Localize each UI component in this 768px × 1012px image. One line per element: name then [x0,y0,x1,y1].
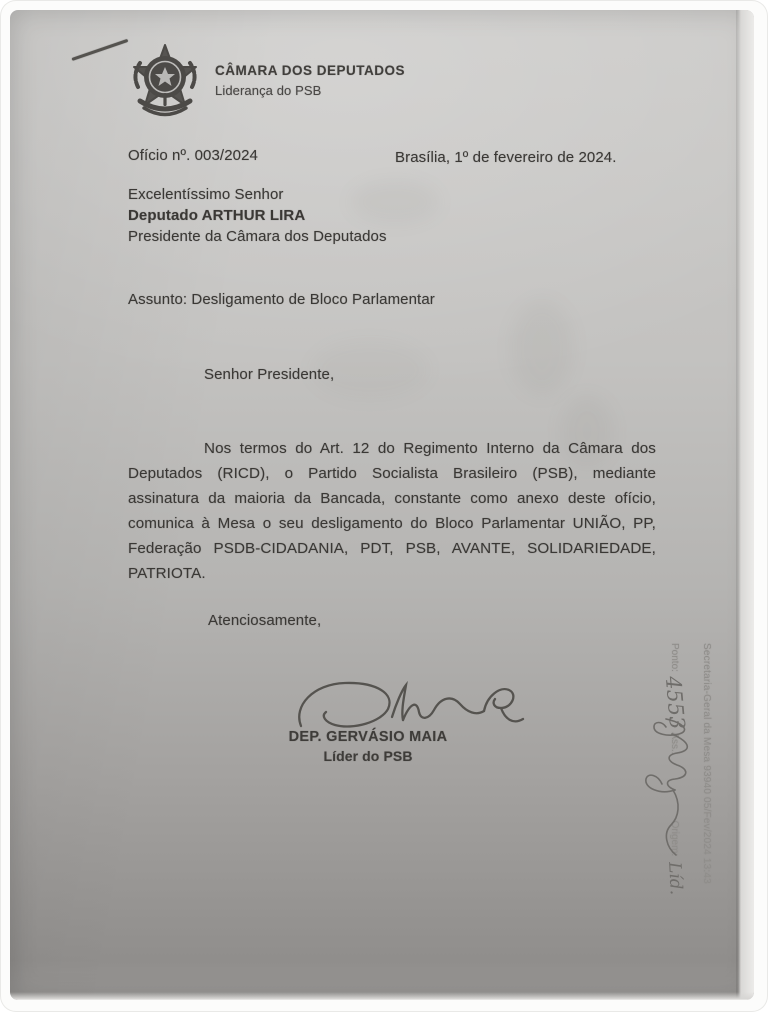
stamp-header: Secretaria-Geral da Mesa 93940 05/Fev/2024 13:43 [701,643,712,884]
stamp-ponto-label: Ponto: [669,643,681,672]
stamp-signature-scrawl [644,713,700,863]
stamp-ponto-value: 4553 [660,674,690,731]
addressee-honorific: Excelentíssimo Senhor [128,186,284,203]
closing: Atenciosamente, [208,612,322,629]
letterhead [215,63,405,98]
stamp-origem-value: Líd. [664,861,686,896]
coat-of-arms-icon [128,43,202,123]
addressee-name: Deputado ARTHUR LIRA [128,207,306,224]
stamp-fields [654,643,696,943]
stamp-ass-label: Ass.: [669,732,681,755]
protocol-stamp [654,643,712,935]
signer-role: Líder do PSB [323,748,413,764]
org-name: CÂMARA DOS DEPUTADOS [215,63,406,78]
document-number: Ofício nº. 003/2024 [128,147,258,164]
paper-smudge [510,300,574,396]
addressee-role: Presidente da Câmara dos Deputados [128,228,387,245]
subject-line: Assunto: Desligamento de Bloco Parlamentar [128,291,435,308]
org-unit: Liderança do PSB [215,83,322,98]
addressee-block [128,184,387,247]
salutation: Senhor Presidente, [204,366,335,383]
signature-scrawl [293,674,539,736]
body-paragraph: Nos termos do Art. 12 do Regimento Interno da Câmara dos Deputados (RICD), o Partido Socialista Brasileiro (PSB), mediante assinatura da maioria da Bancada, constante como anexo deste ofício, comunica à Mesa o seu desligamento do Bloco Parlamentar UNIÃO, PP, Federação PSDB-CIDADANIA, PDT, PSB, AVANTE, SOLIDARIEDADE, PATRIOTA. [128,440,656,582]
signer-block [240,729,496,764]
stamp-origem-label: Origem: [669,820,681,857]
signer-name: DEP. GERVÁSIO MAIA [288,729,448,745]
pen-mark [72,39,129,61]
document-photo [10,10,754,1000]
paper-bottom-edge [10,992,754,1000]
paper-right-edge [736,10,754,1000]
dateline: Brasília, 1º de fevereiro de 2024. [395,149,617,166]
